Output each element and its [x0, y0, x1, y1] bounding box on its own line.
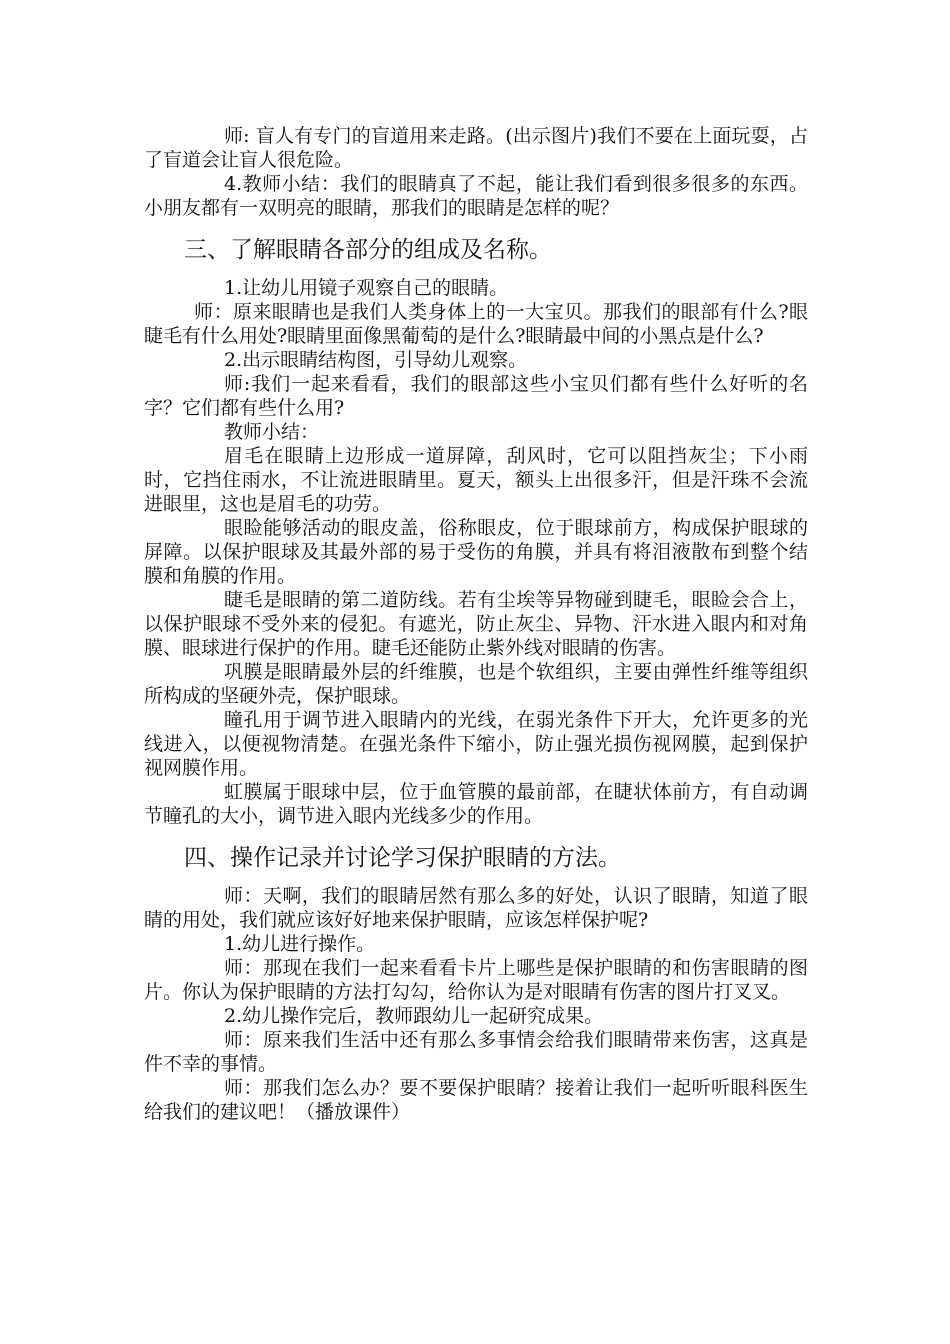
paragraph-eyelash: 睫毛是眼睛的第二道防线。若有尘埃等异物碰到睫毛，眼睑会合上，以保护眼球不受外来的侵犯。有遮光，防止灰尘、异物、汗水进入眼内和对角膜、眼球进行保护的作用。睫毛还能防止紫外线对眼睛的伤害。 [144, 589, 808, 659]
paragraph-teacher-cards: 师：那现在我们一起来看看卡片上哪些是保护眼睛的和伤害眼睛的图片。你认为保护眼睛的方法打勾勾，给你认为是对眼睛有伤害的图片打叉叉。 [144, 957, 808, 1003]
section-heading-4: 四、操作记录并讨论学习保护眼睛的方法。 [184, 845, 621, 871]
paragraph-step-1-mirror: 1.让幼儿用镜子观察自己的眼睛。 [224, 277, 509, 299]
paragraph-summary-4: 4.教师小结：我们的眼睛真了不起，能让我们看到很多很多的东西。小朋友都有一双明亮的眼睛，那我们的眼睛是怎样的呢？ [144, 173, 808, 219]
paragraph-teacher-names: 师:我们一起来看看，我们的眼部这些小宝贝们都有些什么好听的名字？它们都有些什么用? [144, 373, 808, 419]
paragraph-teacher-summary-label: 教师小结： [224, 421, 320, 443]
paragraph-teacher-doctor: 师：那我们怎么办？要不要保护眼睛？接着让我们一起听听眼科医生给我们的建议吧！（播放课件） [144, 1077, 808, 1123]
paragraph-step-2-results: 2.幼儿操作完后，教师跟幼儿一起研究成果。 [224, 1005, 604, 1027]
paragraph-eyebrow: 眉毛在眼睛上边形成一道屏障，刮风时，它可以阻挡灰尘；下小雨时，它挡住雨水，不让流进眼睛里。夏天，额头上出很多汗，但是汗珠不会流进眼里，这也是眉毛的功劳。 [144, 445, 808, 515]
paragraph-iris: 虹膜属于眼球中层，位于血管膜的最前部，在睫状体前方，有自动调节瞳孔的大小，调节进入眼内光线多少的作用。 [144, 781, 808, 827]
paragraph-step-2-structure: 2.出示眼睛结构图，引导幼儿观察。 [224, 349, 528, 371]
document-page [144, 124, 808, 1124]
paragraph-pupil: 瞳孔用于调节进入眼睛内的光线，在弱光条件下开大，允许更多的光线进入，以便视物清楚。在强光条件下缩小，防止强光损伤视网膜，起到保护视网膜作用。 [144, 709, 808, 779]
paragraph-teacher-questions: 师：原来眼睛也是我们人类身体上的一大宝贝。那我们的眼部有什么?眼睫毛有什么用处?眼睛里面像黑葡萄的是什么?眼睛最中间的小黑点是什么? [144, 301, 808, 347]
paragraph-sclera: 巩膜是眼睛最外层的纤维膜，也是个软组织，主要由弹性纤维等组织所构成的坚硬外壳，保护眼球。 [144, 661, 808, 707]
paragraph-teacher-protect: 师：天啊，我们的眼睛居然有那么多的好处，认识了眼睛，知道了眼睛的用处，我们就应该好好地来保护眼睛，应该怎样保护呢? [144, 885, 808, 931]
section-heading-3: 三、了解眼睛各部分的组成及名称。 [184, 237, 552, 263]
paragraph-step-1-operate: 1.幼儿进行操作。 [224, 933, 376, 955]
paragraph-blind-road: 师: 盲人有专门的盲道用来走路。(出示图片)我们不要在上面玩耍，占了盲道会让盲人很危险。 [144, 125, 808, 171]
paragraph-teacher-harm: 师：原来我们生活中还有那么多事情会给我们眼睛带来伤害，这真是件不幸的事情。 [144, 1029, 808, 1075]
paragraph-eyelid: 眼睑能够活动的眼皮盖，俗称眼皮，位于眼球前方，构成保护眼球的屏障。以保护眼球及其最外部的易于受伤的角膜，并具有将泪液散布到整个结膜和角膜的作用。 [144, 517, 808, 587]
